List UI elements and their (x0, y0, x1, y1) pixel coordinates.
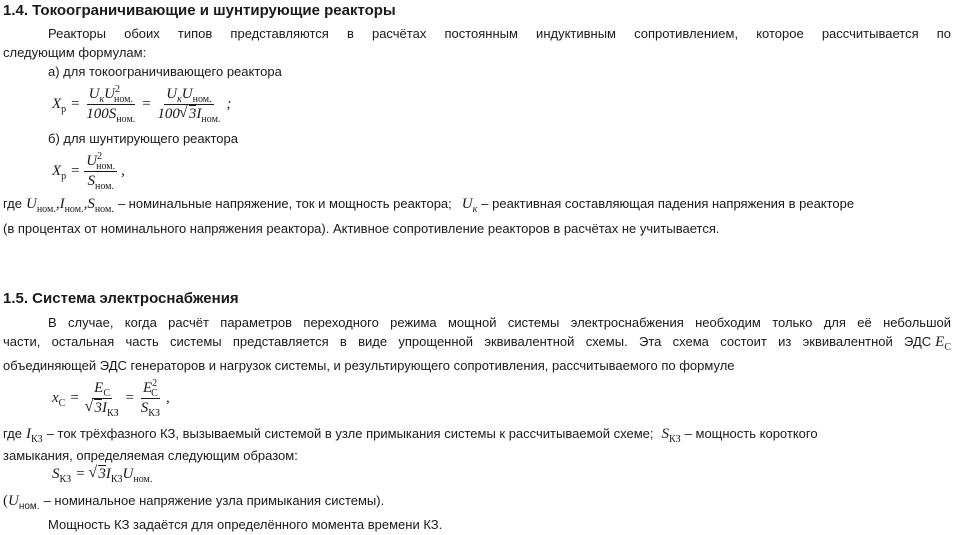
formula-system-reactance: $x_С$ = $E_С$ √ $3I_{КЗ}$ = $\frac{E^2_С}{S_{КЗ}}$ , (52, 376, 170, 420)
paragraph-line: В случае, когда расчёт параметров переходного режима мощной системы электроснабжения необходим только для её небольшой (48, 315, 951, 330)
list-item-a: а) для токоограничивающего реактора (48, 64, 282, 79)
section-heading-reactors: 1.4. Токоограничивающие и шунтирующие реакторы (3, 2, 396, 19)
paragraph-line: Реакторы обоих типов представляются в расчётах постоянным индуктивным сопротивлением, которое рассчитывается по (48, 26, 951, 41)
paragraph-line: Мощность КЗ задаётся для определённого момента времени КЗ. (48, 517, 443, 532)
formula-current-limiting-reactor: $X_р$ = $\frac{U_кU^2_{ном.}}{100S_{ном.}}$ = $\frac{U_кU_{ном.}}{100√ 3I_{ном.}}$ ; (52, 82, 231, 126)
definitions-line: где $I_{КЗ}$ – ток трёхфазного КЗ, вызываемый системой в узле примыкания системы к рассчитываемой схеме; $S_{КЗ}$ – мощность короткого (3, 426, 818, 445)
paragraph-line: следующим формулам: (3, 45, 147, 60)
note-line: ($U_{ном.}$ – номинальное напряжение узла примыкания системы). (3, 493, 385, 513)
section-heading-power-system: 1.5. Система электроснабжения (3, 290, 239, 307)
list-item-b: б) для шунтирующего реактора (48, 131, 238, 146)
paragraph-line: замыкания, определяемая следующим образом: (3, 448, 298, 463)
paragraph-line: объединяющей ЭДС генераторов и нагрузок системы, и результирующего сопротивления, рассчитываемого по формуле (3, 358, 735, 373)
paragraph-line: части, остальная часть системы представляется в виде упрощенной эквивалентной схемы. Эта схема состоит из эквивалентной ЭДС $E_С$ (3, 334, 951, 353)
formula-short-circuit-power: $S_{КЗ}$ = √ $3I_{КЗ}U_{ном.}$ (52, 466, 152, 483)
definitions-line: где $U_{ном.},I_{ном.},S_{ном.}$ – номинальные напряжение, ток и мощность реактора; $U_к$ – реактивная составляющая падения напряжения в реакторе (3, 196, 855, 215)
formula-shunt-reactor: $X_р$ = $\frac{U^2_{ном.}}{S_{ном.}}$ , (52, 150, 125, 192)
paragraph-line: (в процентах от номинального напряжения реактора). Активное сопротивление реакторов в расчётах не учитывается. (3, 221, 720, 236)
